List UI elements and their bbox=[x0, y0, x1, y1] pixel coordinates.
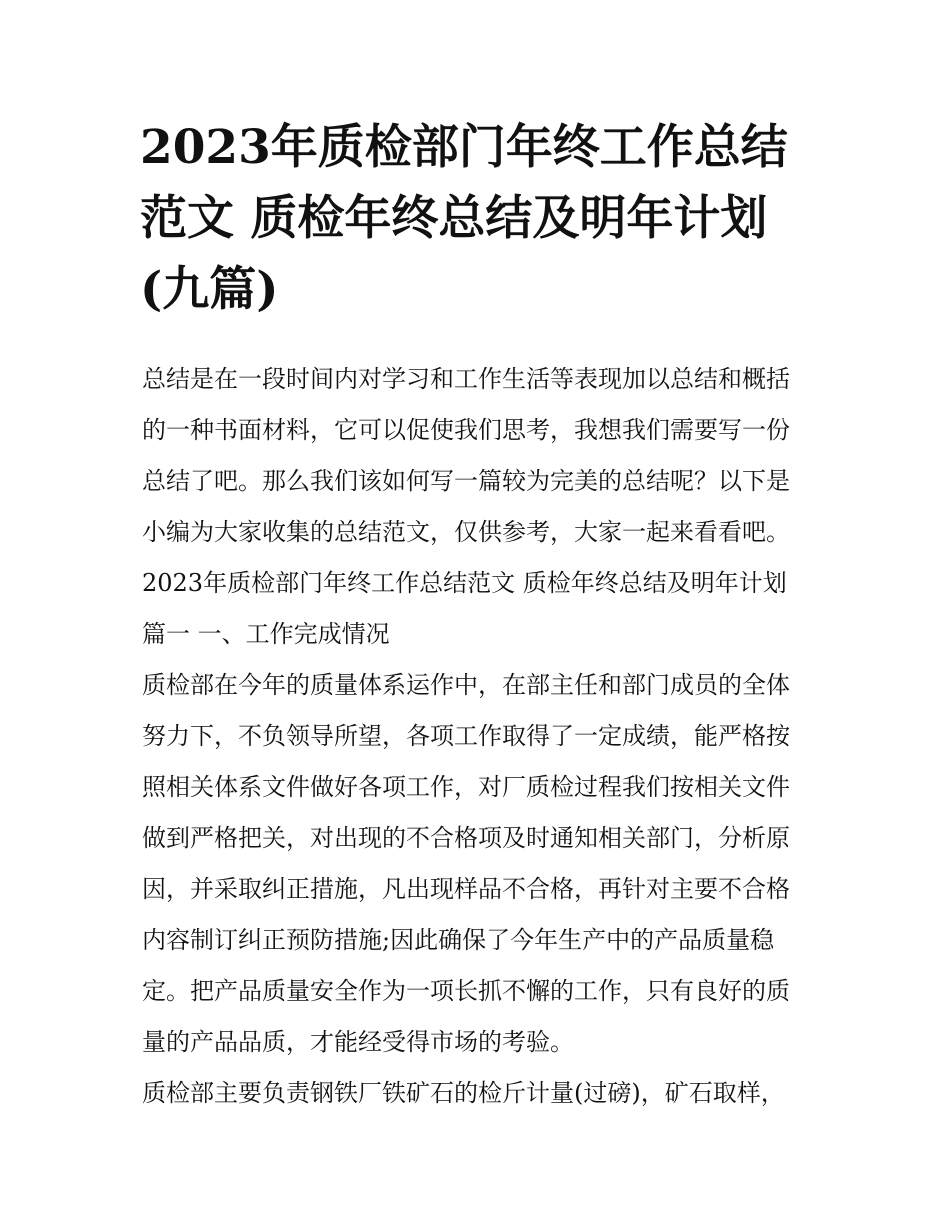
document-body bbox=[142, 354, 822, 1119]
title-line-2: 范文 质检年终总结及明年计划 bbox=[140, 191, 768, 246]
document-subtitle: 2023年质检部门年终工作总结范文 质检年终总结及明年计划 bbox=[142, 569, 787, 597]
paragraph1-line-3: 照相关体系文件做好各项工作，对厂质检过程我们按相关文件 bbox=[142, 773, 790, 801]
paragraph1-line-2: 努力下，不负领导所望，各项工作取得了一定成绩，能严格按 bbox=[142, 722, 790, 750]
intro-line-4: 小编为大家收集的总结范文，仅供参考，大家一起来看看吧。 bbox=[142, 518, 790, 546]
paragraph2-line-1: 质检部主要负责钢铁厂铁矿石的检斤计量(过磅)，矿石取样， bbox=[142, 1079, 785, 1107]
document-title bbox=[140, 112, 820, 325]
paragraph1-line-4: 做到严格把关，对出现的不合格项及时通知相关部门，分析原 bbox=[142, 824, 790, 852]
title-line-1: 2023年质检部门年终工作总结 bbox=[140, 120, 788, 175]
paragraph1-line-8: 量的产品品质，才能经受得市场的考验。 bbox=[142, 1028, 574, 1056]
intro-line-1: 总结是在一段时间内对学习和工作生活等表现加以总结和概括 bbox=[142, 365, 790, 393]
title-line-3: (九篇) bbox=[140, 262, 279, 317]
intro-line-3: 总结了吧。那么我们该如何写一篇较为完美的总结呢？以下是 bbox=[142, 467, 790, 495]
intro-line-2: 的一种书面材料，它可以促使我们思考，我想我们需要写一份 bbox=[142, 416, 790, 444]
paragraph1-line-6: 内容制订纠正预防措施;因此确保了今年生产中的产品质量稳 bbox=[142, 926, 775, 954]
paragraph1-line-7: 定。把产品质量安全作为一项长抓不懈的工作，只有良好的质 bbox=[142, 977, 790, 1005]
paragraph1-line-1: 质检部在今年的质量体系运作中，在部主任和部门成员的全体 bbox=[142, 671, 790, 699]
section-heading: 篇一 一、工作完成情况 bbox=[142, 620, 390, 648]
paragraph1-line-5: 因，并采取纠正措施，凡出现样品不合格，再针对主要不合格 bbox=[142, 875, 790, 903]
